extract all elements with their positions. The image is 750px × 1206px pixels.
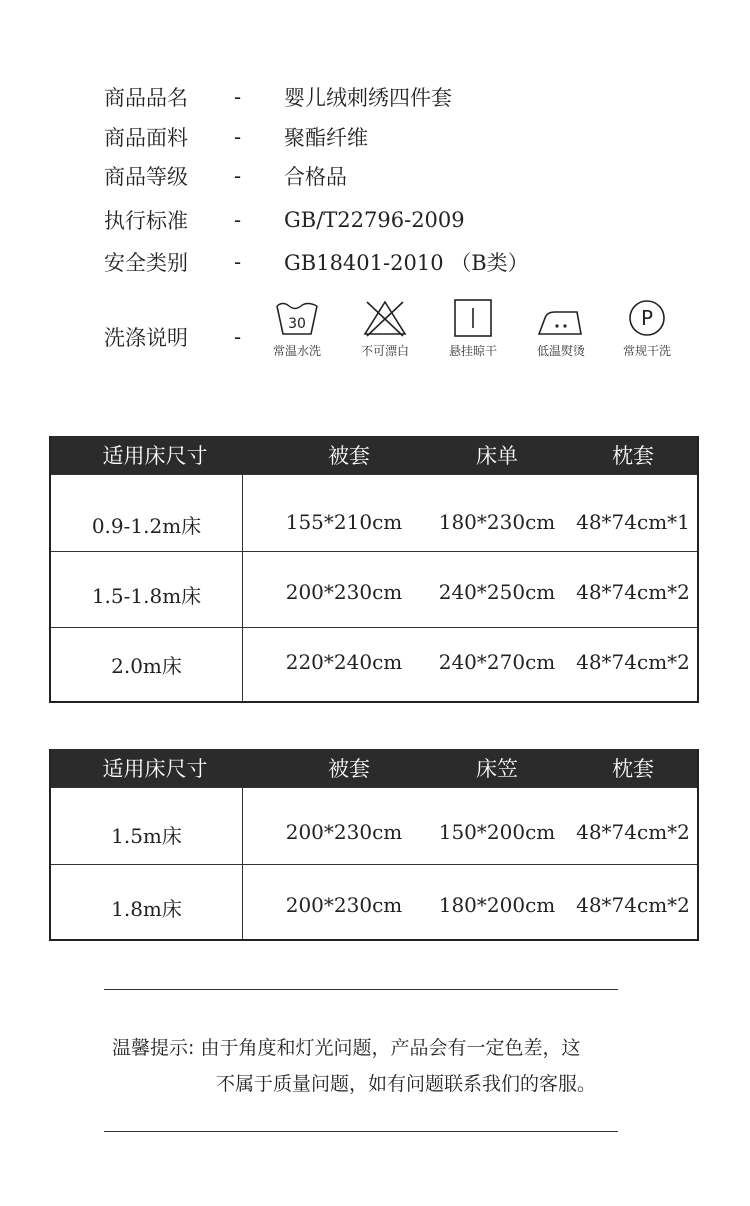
care-label: 常温水洗 [272, 344, 321, 358]
care-label: 低温熨烫 [536, 344, 585, 358]
spec-row-grade [104, 161, 347, 191]
table-header [51, 436, 697, 474]
table-cell: 48*74cm*1 [576, 510, 690, 534]
spec-row-care [104, 322, 284, 352]
care-label: 常规干洗 [622, 344, 671, 358]
spec-dash: - [234, 85, 242, 109]
spec-label: 安全类别 [104, 251, 188, 275]
column-divider [242, 787, 243, 939]
wash-30-icon [273, 298, 321, 338]
header-cell: 床单 [476, 444, 518, 468]
table-row [51, 627, 697, 702]
notice-divider-bottom [104, 1131, 618, 1132]
care-item-dryclean [612, 298, 682, 359]
table-cell: 180*230cm [438, 510, 556, 534]
table-cell: 220*240cm [285, 650, 403, 674]
spec-label: 洗涤说明 [104, 326, 188, 350]
care-icons [270, 298, 690, 368]
header-cell: 适用床尺寸 [102, 444, 208, 468]
no-bleach-icon [361, 298, 409, 338]
spec-row-fabric [104, 122, 368, 152]
spec-dash: - [234, 250, 242, 274]
wash-temp-label: 30 [288, 316, 306, 332]
spec-label: 商品品名 [104, 86, 188, 110]
table-row [51, 474, 697, 551]
spec-label: 执行标准 [104, 209, 188, 233]
spec-value: GB/T22796-2009 [284, 208, 465, 232]
header-cell: 床笠 [476, 757, 518, 781]
spec-row-standard [104, 205, 465, 235]
table-row [51, 551, 697, 627]
notice-text-1: 由于角度和灯光问题，产品会有一定色差，这 [200, 1037, 581, 1059]
header-cell: 枕套 [612, 444, 654, 468]
table-cell: 150*200cm [438, 820, 556, 844]
spec-dash: - [234, 208, 242, 232]
spec-dash: - [234, 325, 242, 349]
table-cell: 48*74cm*2 [576, 580, 690, 604]
table-cell: 200*230cm [285, 580, 403, 604]
spec-dash: - [234, 164, 242, 188]
table-cell: 180*200cm [438, 893, 556, 917]
table-header [51, 749, 697, 787]
care-item-iron [526, 298, 596, 359]
spec-value: 聚酯纤维 [284, 126, 368, 150]
care-label: 不可漂白 [360, 344, 409, 358]
care-item-bleach [350, 298, 420, 359]
table-cell: 48*74cm*2 [576, 893, 690, 917]
notice-line-1 [112, 1030, 596, 1066]
table-cell: 200*230cm [285, 820, 403, 844]
notice [112, 1030, 596, 1102]
care-label: 悬挂晾干 [448, 344, 497, 358]
table-cell: 48*74cm*2 [576, 820, 690, 844]
dry-clean-p-icon [623, 298, 671, 338]
spec-row-safety [104, 247, 529, 277]
size-table-2 [49, 749, 699, 941]
table-cell: 2.0m床 [111, 654, 182, 678]
table-cell: 0.9-1.2m床 [91, 514, 202, 538]
care-item-dry [438, 298, 508, 359]
notice-label: 温馨提示: [112, 1037, 195, 1059]
table-row [51, 787, 697, 864]
spec-value: 合格品 [284, 165, 347, 189]
table-cell: 200*230cm [285, 893, 403, 917]
care-item-wash [262, 298, 332, 359]
table-row [51, 864, 697, 940]
table-cell: 240*270cm [438, 650, 556, 674]
table-cell: 1.5-1.8m床 [91, 584, 202, 608]
spec-row-name [104, 82, 452, 112]
header-cell: 枕套 [612, 757, 654, 781]
header-cell: 被套 [328, 444, 370, 468]
notice-text-2: 不属于质量问题，如有问题联系我们的客服。 [216, 1073, 597, 1095]
spec-label: 商品面料 [104, 126, 188, 150]
table-cell: 1.8m床 [111, 897, 182, 921]
table-cell: 155*210cm [285, 510, 403, 534]
table-cell: 240*250cm [438, 580, 556, 604]
header-cell: 适用床尺寸 [102, 757, 208, 781]
header-cell: 被套 [328, 757, 370, 781]
spec-value: GB18401-2010 （B类） [284, 251, 529, 275]
low-iron-icon [537, 298, 585, 338]
hang-dry-icon [449, 298, 497, 338]
size-table-1 [49, 436, 699, 703]
spec-dash: - [234, 125, 242, 149]
column-divider [242, 474, 243, 701]
spec-label: 商品等级 [104, 165, 188, 189]
notice-divider-top [104, 989, 618, 990]
table-cell: 48*74cm*2 [576, 650, 690, 674]
table-cell: 1.5m床 [111, 824, 182, 848]
spec-value: 婴儿绒刺绣四件套 [284, 86, 452, 110]
dry-clean-letter: P [640, 306, 654, 330]
